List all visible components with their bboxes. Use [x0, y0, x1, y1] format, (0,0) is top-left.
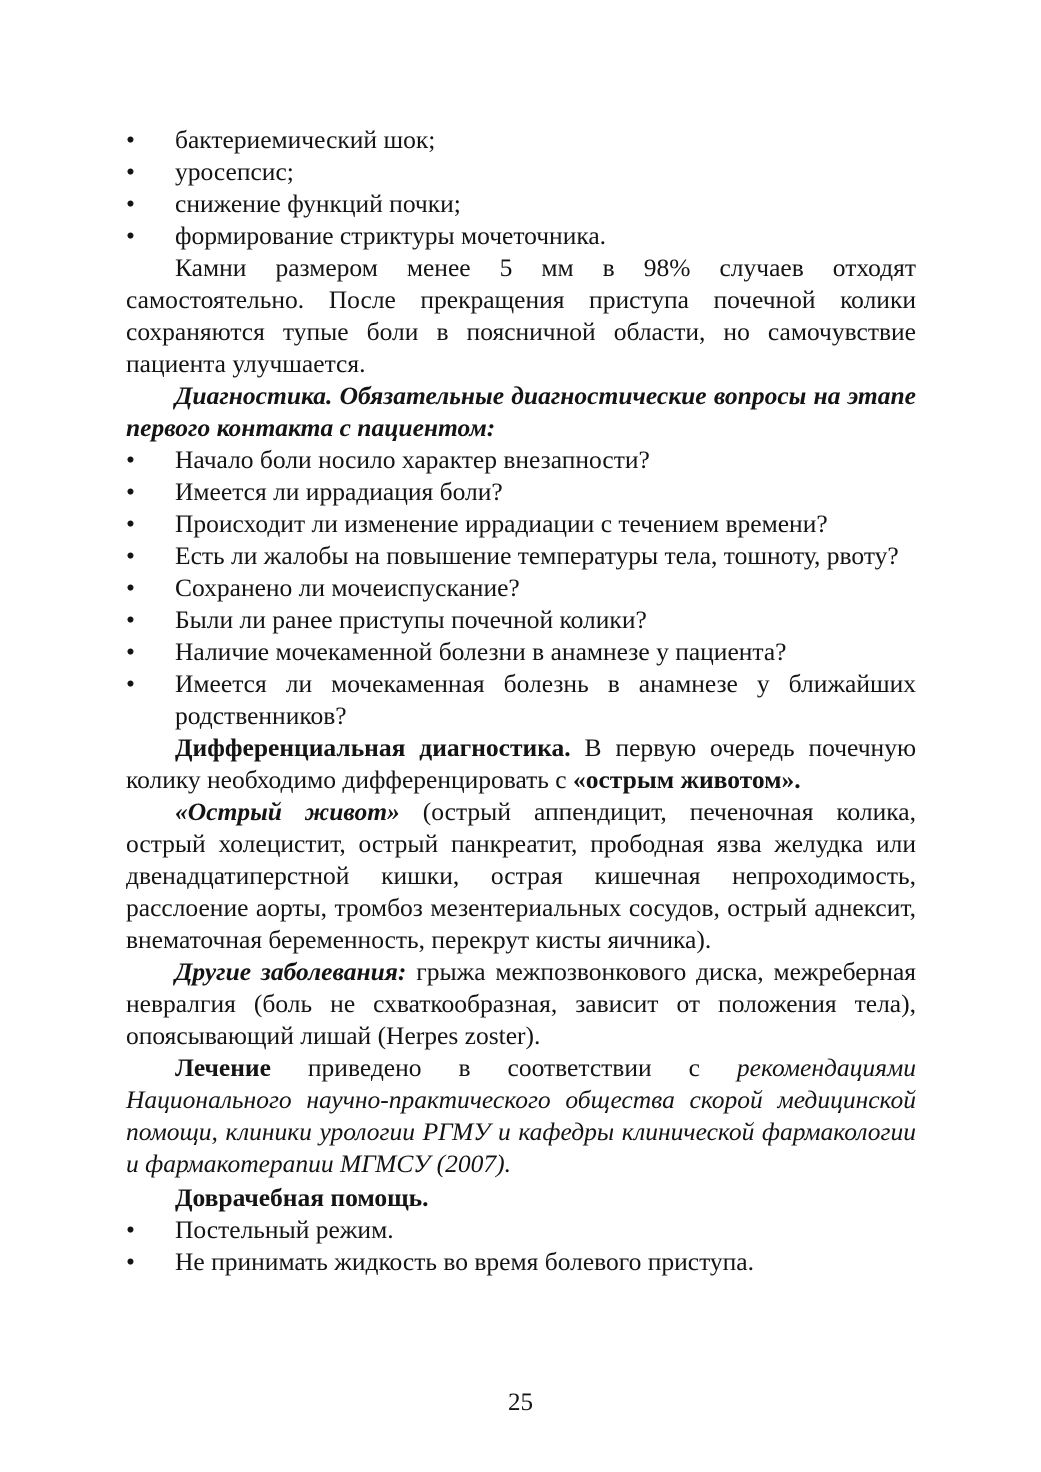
- list-item-text: формирование стриктуры мочеточника.: [175, 221, 607, 250]
- acute-abdomen-paragraph: [126, 796, 916, 956]
- bullet: •: [126, 1215, 135, 1244]
- list-item-text: Имеется ли мочекаменная болезнь в анамнезе у ближайших родственников?: [175, 669, 916, 730]
- diagnostic-questions-list: [126, 444, 916, 732]
- bullet: •: [126, 445, 135, 474]
- bullet: •: [126, 509, 135, 538]
- bullet: •: [126, 1247, 135, 1276]
- list-item: [126, 668, 916, 732]
- bullet: •: [126, 669, 135, 698]
- list-item-text: Были ли ранее приступы почечной колики?: [175, 605, 647, 634]
- bullet: •: [126, 637, 135, 666]
- bullet: •: [126, 573, 135, 602]
- bullet: •: [126, 541, 135, 570]
- acute-abdomen-term: «Острый живот»: [175, 797, 400, 826]
- bullet: •: [126, 605, 135, 634]
- list-item: [126, 636, 916, 668]
- acute-abdomen-text: (острый аппендицит, печеночная колика, острый холецистит, острый панкреатит, прободная язва желудка или двенадцатиперстной кишки, острая кишечная непроходимость, расслоение аорты, тромбоз мезентериальных сосудов, острый аднексит, внематочная беременность, перекрут кисты яичника).: [126, 797, 916, 954]
- list-item-text: Не принимать жидкость во время болевого приступа.: [175, 1247, 754, 1276]
- list-item: [126, 188, 916, 220]
- list-item-text: Имеется ли иррадиация боли?: [175, 477, 503, 506]
- list-item-text: Сохранено ли мочеиспускание?: [175, 573, 520, 602]
- list-item: [126, 444, 916, 476]
- list-item-text: Происходит ли изменение иррадиации с течением времени?: [175, 509, 828, 538]
- list-item: [126, 1214, 916, 1246]
- diagnostics-heading: Диагностика. Обязательные диагностические вопросы на этапе первого контакта с пациентом:: [126, 381, 916, 442]
- first-aid-list: [126, 1214, 916, 1278]
- differential-text: В первую очередь почечную колику необходимо дифференцировать с: [126, 733, 916, 794]
- complications-list: [126, 124, 916, 252]
- list-item-text: уросепсис;: [175, 157, 294, 186]
- list-item-text: бактериемический шок;: [175, 125, 436, 154]
- treatment-paragraph: [126, 1052, 916, 1180]
- list-item: [126, 540, 916, 572]
- list-item: [126, 604, 916, 636]
- list-item-text: снижение функций почки;: [175, 189, 461, 218]
- list-item: [126, 508, 916, 540]
- page-number: 25: [508, 1389, 533, 1416]
- list-item: [126, 220, 916, 252]
- bullet: •: [126, 221, 135, 250]
- list-item-text: Есть ли жалобы на повышение температуры тела, тошноту, рвоту?: [175, 541, 899, 570]
- list-item-text: Наличие мочекаменной болезни в анамнезе у пациента?: [175, 637, 787, 666]
- differential-term: Дифференциальная диагностика.: [175, 733, 571, 762]
- bullet: •: [126, 125, 135, 154]
- bullet: •: [126, 157, 135, 186]
- treatment-reference: рекомендациями Национального научно-практического общества скорой медицинской помощи, клиники урологии РГМУ и кафедры клинической фармакологии и фармакотерапии МГМСУ (2007).: [126, 1053, 916, 1178]
- list-item: [126, 1246, 916, 1278]
- list-item-text: Постельный режим.: [175, 1215, 394, 1244]
- treatment-term: Лечение: [175, 1053, 271, 1082]
- list-item-text: Начало боли носило характер внезапности?: [175, 445, 650, 474]
- list-item: [126, 476, 916, 508]
- list-item: [126, 572, 916, 604]
- stones-paragraph: Камни размером менее 5 мм в 98% случаев отходят самостоятельно. После прекращения приступа почечной колики сохраняются тупые боли в поясничной области, но самочувствие пациента улучшается.: [126, 253, 916, 378]
- bullet: •: [126, 189, 135, 218]
- first-aid-heading: Доврачебная помощь.: [175, 1183, 429, 1212]
- other-diseases-paragraph: [126, 956, 916, 1052]
- page-body: [126, 124, 916, 1278]
- differential-emphasis: «острым животом».: [572, 765, 801, 794]
- list-item: [126, 124, 916, 156]
- differential-paragraph: [126, 732, 916, 796]
- bullet: •: [126, 477, 135, 506]
- treatment-text: приведено в соответствии с: [270, 1053, 737, 1082]
- list-item: [126, 156, 916, 188]
- other-diseases-text: грыжа межпозвонкового диска, межреберная невралгия (боль не схваткообразная, зависит от положения тела), опоясывающий лишай (Herpes zoster).: [126, 957, 917, 1050]
- other-diseases-term: Другие заболевания:: [175, 957, 407, 986]
